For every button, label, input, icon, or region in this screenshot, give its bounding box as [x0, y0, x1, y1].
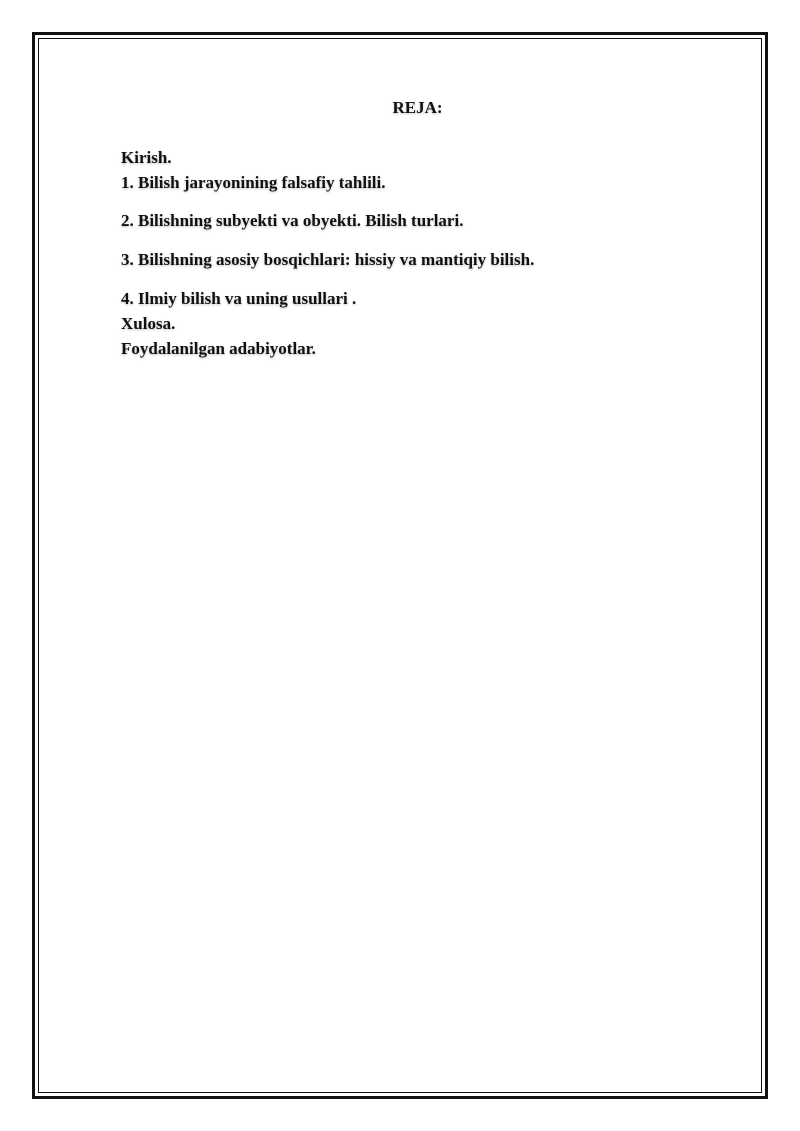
plan-item-conclusion: Xulosa. — [121, 314, 176, 333]
plan-item-1: 1. Bilish jarayonining falsafiy tahlili. — [121, 173, 386, 192]
plan-item-intro: Kirish. — [121, 148, 172, 167]
page-title: REJA: — [392, 98, 443, 117]
plan-item-2: 2. Bilishning subyekti va obyekti. Bilish turlari. — [121, 211, 464, 230]
plan-item-references: Foydalanilgan adabiyotlar. — [121, 339, 316, 358]
page-border-inner — [38, 38, 762, 1093]
plan-item-4: 4. Ilmiy bilish va uning usullari . — [121, 289, 357, 308]
plan-item-3: 3. Bilishning asosiy bosqichlari: hissiy va mantiqiy bilish. — [121, 250, 535, 269]
